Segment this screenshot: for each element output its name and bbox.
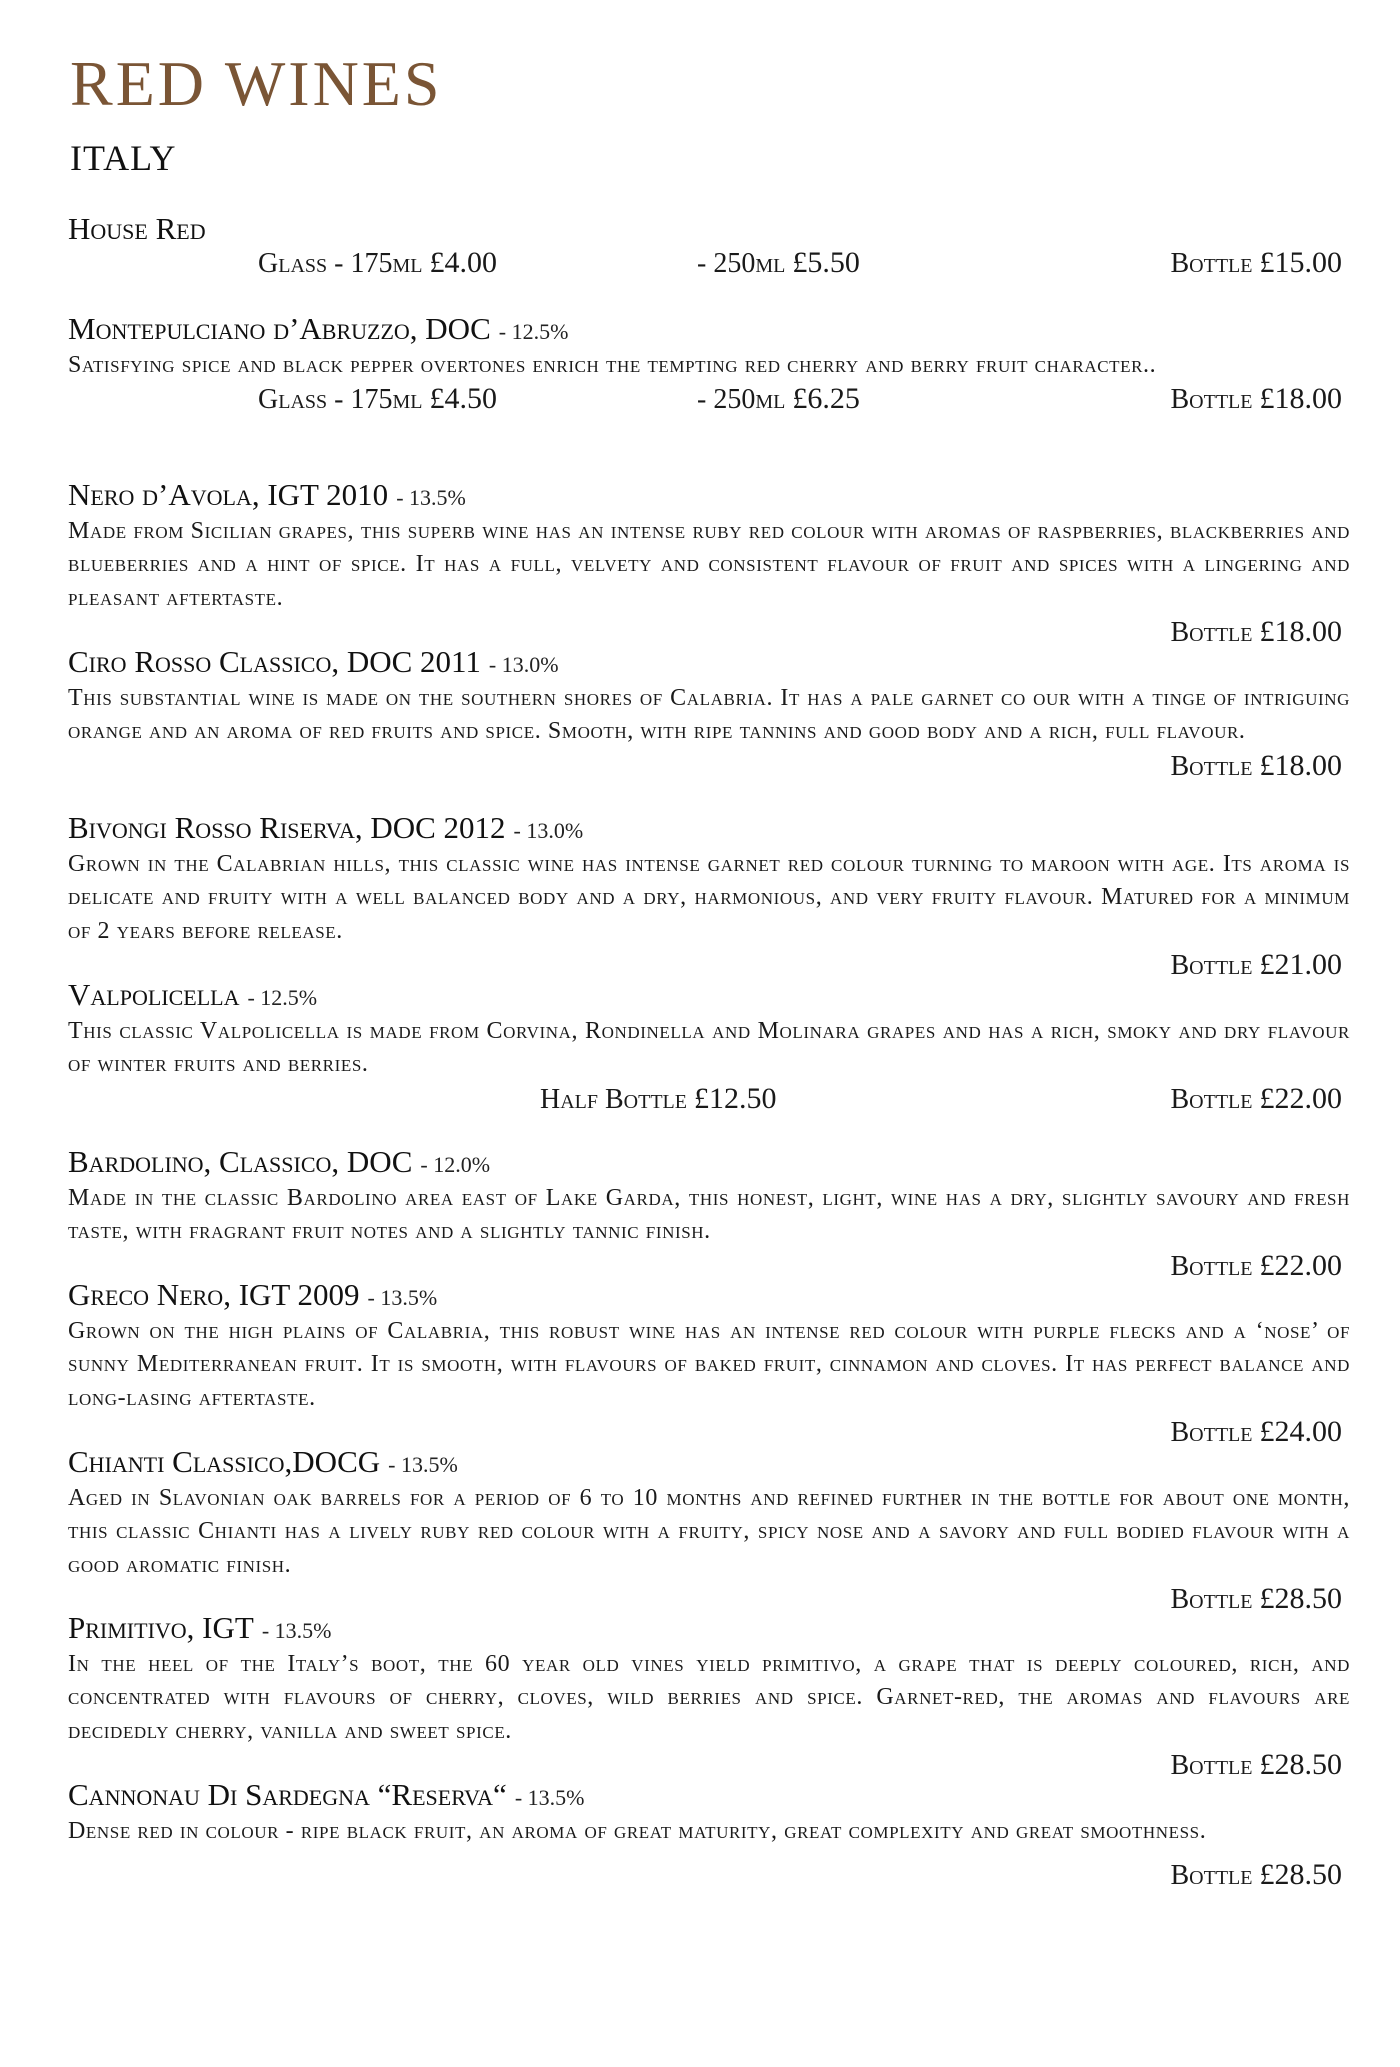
bottle-price: Bottle £18.00 (1170, 382, 1342, 416)
wine-description: Dense red in colour - ripe black fruit, an aroma of great maturity, great complexity and great smoothness. (68, 1818, 1207, 1844)
wine-bardolino (68, 1145, 1350, 1283)
wine-description: In the heel of the Italy’s boot, the 60 year old vines yield primitivo, a grape that is deeply coloured, rich, and concentrated with flavours of cherry, cloves, wild berries and spice. Garnet-red, the aromas and flavours are decidedly cherry, vanilla and sweet spice. (68, 1651, 1350, 1744)
wine-montepulciano (68, 312, 1350, 416)
wine-name: Valpolicella - 12.5% (68, 977, 318, 1012)
wine-name: Montepulciano d’Abruzzo, DOC - 12.5% (68, 311, 569, 346)
bottle-price: Bottle £21.00 (1170, 947, 1342, 981)
large-glass-price: - 250ml £5.50 (697, 246, 860, 279)
wine-name: Primitivo, IGT - 13.5% (68, 1610, 332, 1645)
wine-abv: - 13.5% (261, 1618, 332, 1643)
large-glass-price: - 250ml £6.25 (697, 382, 860, 416)
bottle-price: Bottle £15.00 (1170, 246, 1342, 279)
wine-greco-nero (68, 1278, 1350, 1449)
bottle-price: Bottle £22.00 (1170, 1248, 1342, 1282)
price-row (68, 749, 1350, 783)
bottle-price: Bottle £24.00 (1170, 1414, 1342, 1448)
country-heading: ITALY (70, 138, 177, 178)
bottle-price: Bottle £18.00 (1170, 614, 1342, 648)
wine-description: Aged in Slavonian oak barrels for a period of 6 to 10 months and refined further in the bottle for about one month, this classic Chianti has a lively ruby red colour with a fruity, spicy nose and a savory and full bodied flavour with a good aromatic finish. (68, 1485, 1350, 1578)
wine-description: This substantial wine is made on the southern shores of Calabria. It has a pale garnet co our with a tinge of intriguing orange and an aroma of red fruits and spice. Smooth, with ripe tannins and good body and a rich, full flavour. (68, 685, 1350, 745)
wine-name: Bardolino, Classico, DOC - 12.0% (68, 1144, 491, 1179)
price-row (68, 246, 1350, 280)
wine-name: House Red (68, 211, 206, 246)
wine-nero-davola (68, 478, 1350, 649)
wine-description: Satisfying spice and black pepper overtones enrich the tempting red cherry and berry fruit character.. (68, 352, 1157, 378)
wine-name: Bivongi Rosso Riserva, DOC 2012 - 13.0% (68, 810, 584, 845)
wine-primitivo (68, 1611, 1350, 1782)
bottle-price: Bottle £28.50 (1170, 1858, 1342, 1892)
wine-abv: - 13.5% (396, 485, 466, 510)
bottle-price: Bottle £28.50 (1170, 1581, 1342, 1615)
wine-abv: - 13.5% (388, 1452, 458, 1477)
wine-name: Chianti Classico,DOCG - 13.5% (68, 1444, 458, 1479)
bottle-price: Bottle £28.50 (1170, 1747, 1342, 1781)
glass-price: Glass - 175ml £4.00 (258, 246, 497, 279)
wine-abv: - 12.0% (420, 1152, 491, 1177)
wine-description: Grown in the Calabrian hills, this classic wine has intense garnet red colour turning to maroon with age. Its aroma is delicate and fruity with a well balanced body and a dry, harmonious, and very fruity flavour. Matured for a minimum of 2 years before release. (68, 851, 1350, 944)
price-row (68, 1082, 1350, 1116)
wine-abv: - 13.5% (514, 1785, 585, 1810)
wine-description: Made in the classic Bardolino area east of Lake Garda, this honest, light, wine has a dry, slightly savoury and fresh taste, with fragrant fruit notes and a slightly tannic finish. (68, 1185, 1350, 1245)
wine-house-red (68, 212, 1350, 280)
price-row (68, 948, 1350, 982)
wine-bivongi-rosso (68, 811, 1350, 982)
wine-chianti-classico (68, 1445, 1350, 1616)
wine-valpolicella (68, 978, 1350, 1116)
price-row (68, 1858, 1350, 1892)
wine-name: Ciro Rosso Classico, DOC 2011 - 13.0% (68, 644, 559, 679)
wine-abv: - 13.0% (513, 818, 584, 843)
wine-abv: - 13.0% (488, 652, 559, 677)
wine-description: Grown on the high plains of Calabria, this robust wine has an intense red colour with purple flecks and a ‘nose’ of sunny Mediterranean fruit. It is smooth, with flavours of baked fruit, cinnamon and cloves. It has perfect balance and long-lasing aftertaste. (68, 1318, 1350, 1411)
glass-price: Glass - 175ml £4.50 (258, 382, 497, 416)
price-row (68, 382, 1350, 416)
wine-ciro-rosso (68, 645, 1350, 783)
wine-name: Cannonau Di Sardegna “Reserva“ - 13.5% (68, 1777, 585, 1812)
wine-name: Nero d’Avola, IGT 2010 - 13.5% (68, 477, 466, 512)
wine-description: Made from Sicilian grapes, this superb wine has an intense ruby red colour with aromas of raspberries, blackberries and blueberries and a hint of spice. It has a full, velvety and consistent flavour of fruit and spices with a lingering and pleasant aftertaste. (68, 518, 1350, 611)
wine-abv: - 13.5% (367, 1285, 438, 1310)
wine-cannonau (68, 1778, 1350, 1892)
bottle-price: Bottle £22.00 (1170, 1081, 1342, 1115)
half-bottle-price: Half Bottle £12.50 (540, 1081, 777, 1115)
wine-abv: - 12.5% (498, 319, 569, 344)
bottle-price: Bottle £18.00 (1170, 748, 1342, 782)
page-title: RED WINES (70, 48, 443, 119)
wine-description: This classic Valpolicella is made from Corvina, Rondinella and Molinara grapes and has a rich, smoky and dry flavour of winter fruits and berries. (68, 1018, 1350, 1078)
wine-name: Greco Nero, IGT 2009 - 13.5% (68, 1277, 438, 1312)
wine-abv: - 12.5% (247, 985, 318, 1010)
